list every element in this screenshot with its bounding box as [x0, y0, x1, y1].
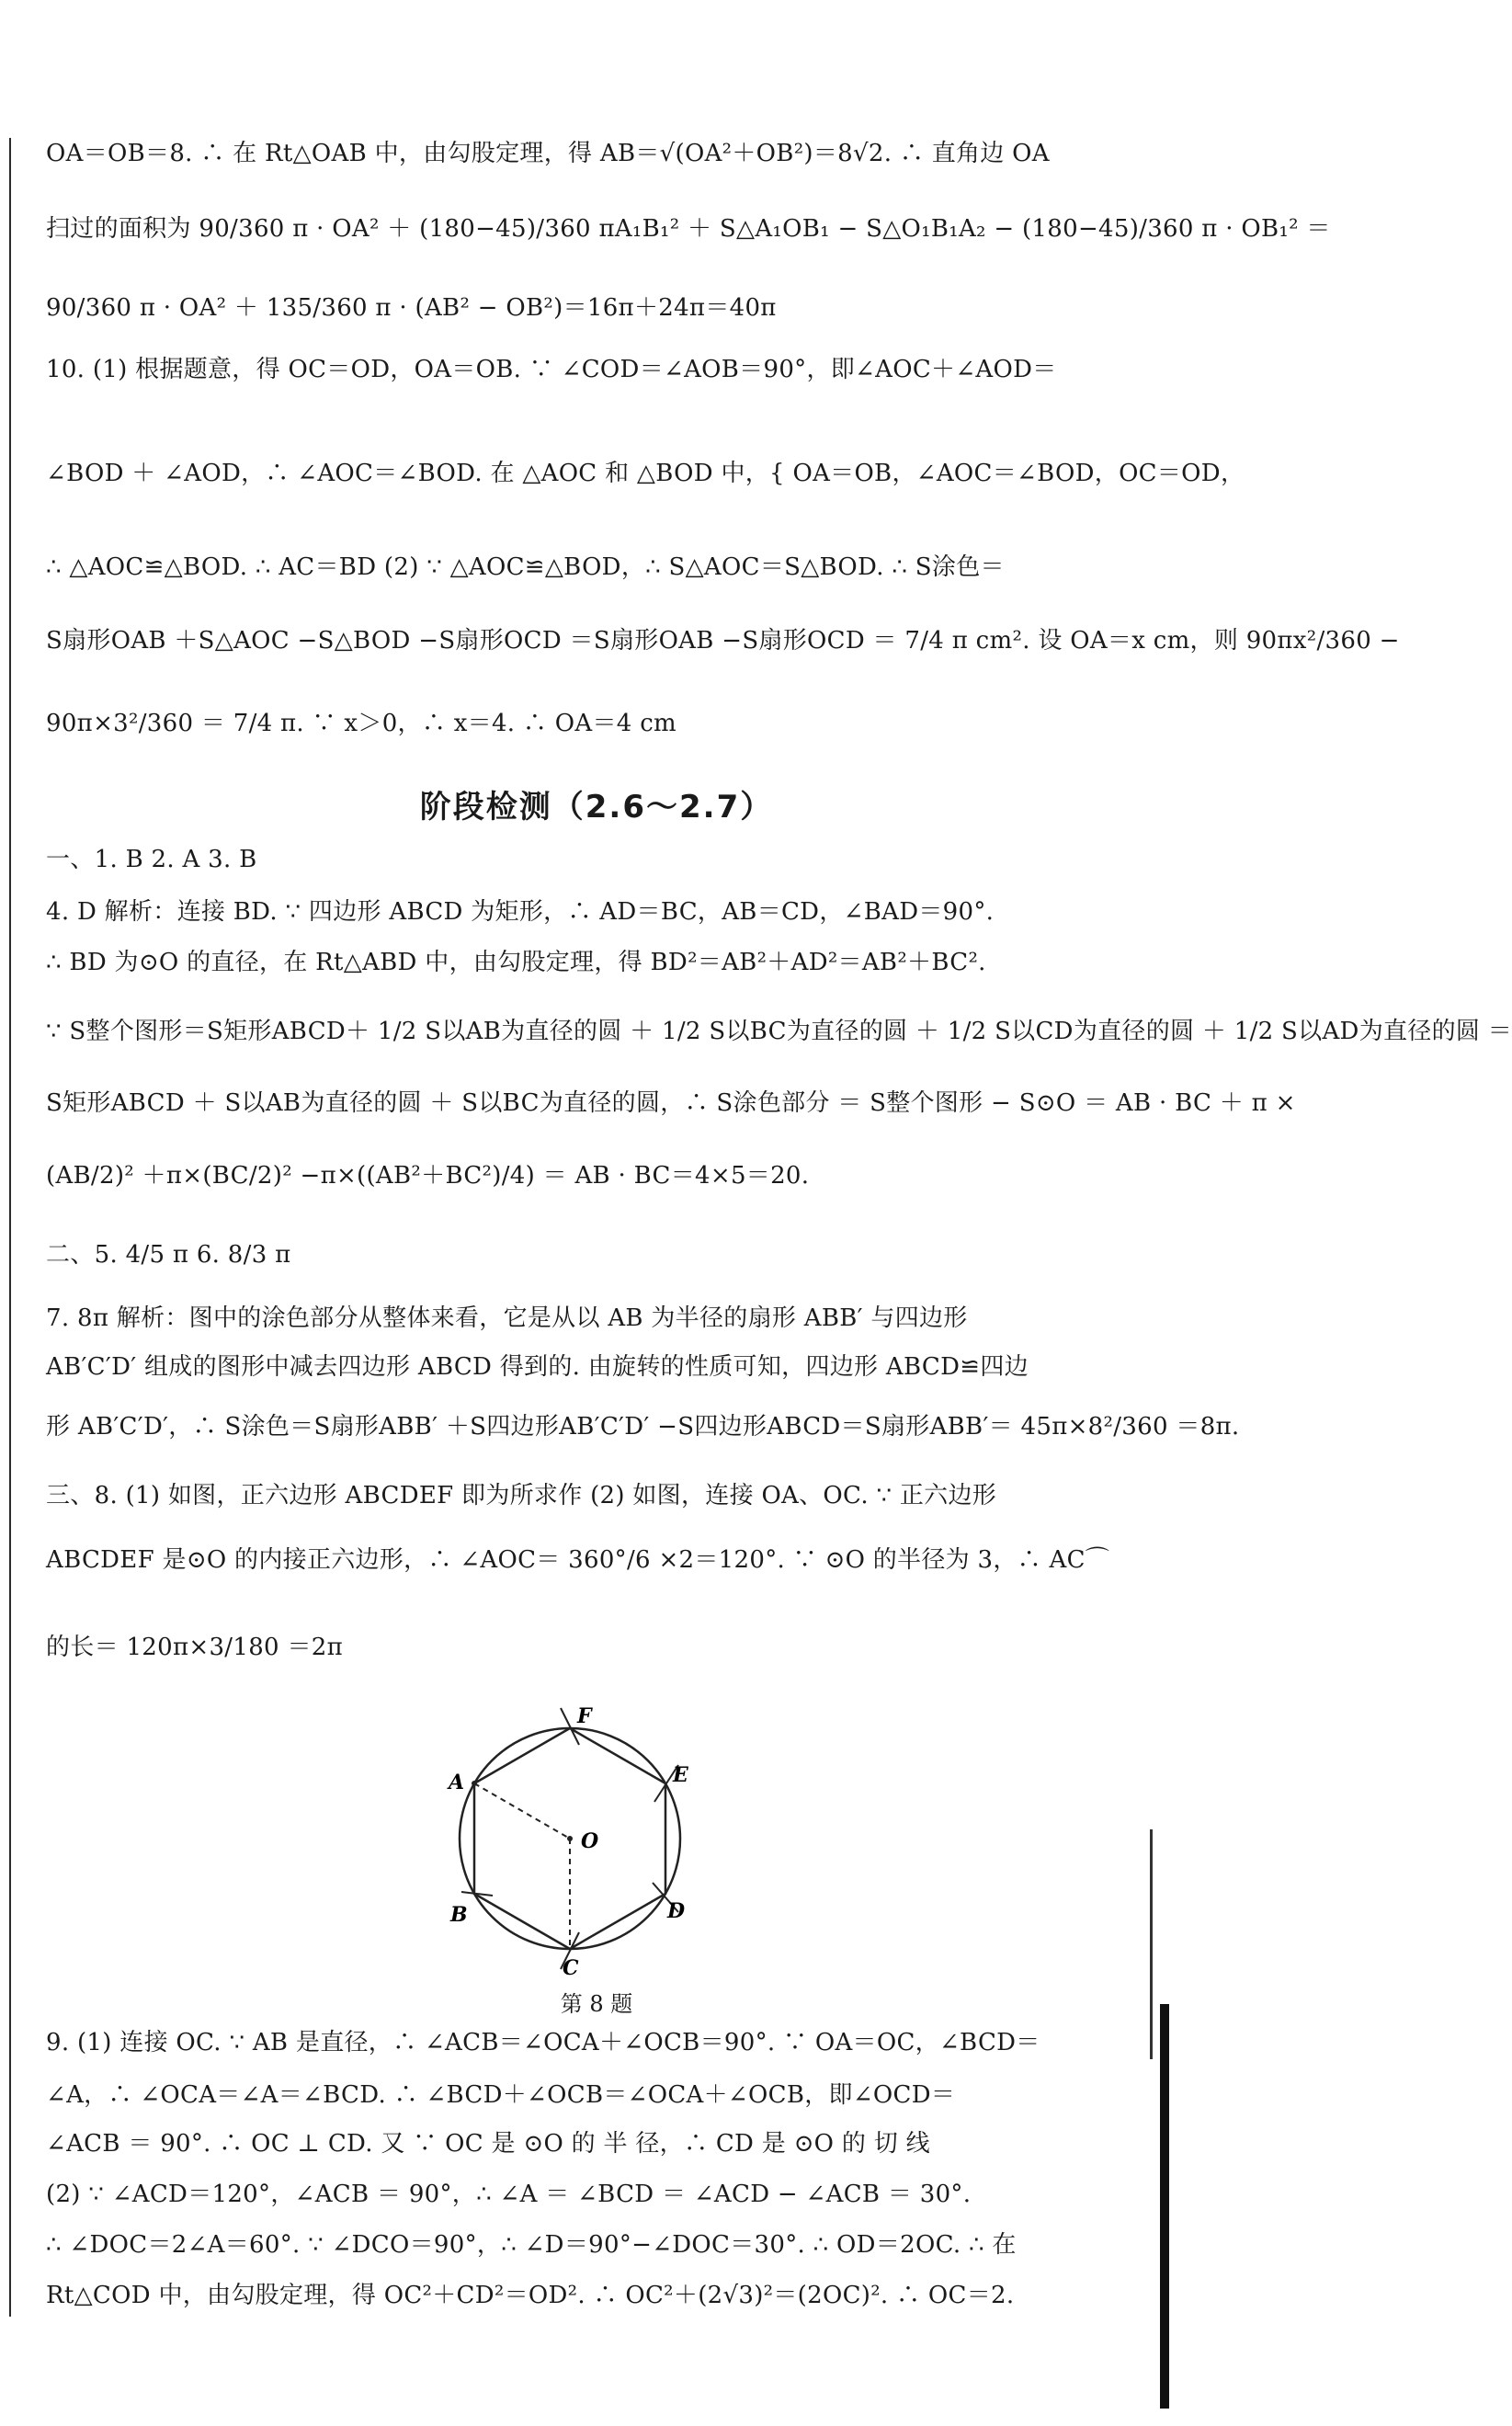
text-line: 4. D 解析：连接 BD. ∵ 四边形 ABCD 为矩形，∴ AD＝BC，AB＝CD，∠BAD＝90°.	[46, 898, 995, 926]
segment-oa	[474, 1783, 570, 1839]
label-b: B	[450, 1903, 468, 1927]
text-line: ∴ ∠DOC＝2∠A＝60°. ∵ ∠DCO＝90°，∴ ∠D＝90°−∠DOC＝30°. ∴ OD＝2OC. ∴ 在	[46, 2231, 1017, 2259]
text-line: S矩形ABCD ＋ S以AB为直径的圆 ＋ S以BC为直径的圆，∴ S涂色部分 ＝ S整个图形 − S⊙O ＝ AB · BC ＋ π ×	[46, 1089, 1296, 1117]
text-line: 10. (1) 根据题意，得 OC＝OD，OA＝OB. ∵ ∠COD＝∠AOB＝90°，即∠AOC＋∠AOD＝	[46, 356, 1057, 383]
section-title: 阶段检测（2.6～2.7）	[419, 789, 774, 826]
arc-mark-f	[561, 1708, 579, 1745]
text-line: ∴ BD 为⊙O 的直径，在 Rt△ABD 中，由勾股定理，得 BD²＝AB²＋AD²＝AB²＋BC².	[46, 949, 986, 976]
text-line: 二、5. 4/5 π 6. 8/3 π	[46, 1241, 291, 1269]
vertex-a-dot	[472, 1781, 477, 1786]
text-line: (2) ∵ ∠ACD＝120°，∠ACB ＝ 90°，∴ ∠A ＝ ∠BCD ＝ ∠ACD − ∠ACB ＝ 30°.	[46, 2181, 972, 2208]
text-line: AB′C′D′ 组成的图形中减去四边形 ABCD 得到的. 由旋转的性质可知，四边形 ABCD≌四边	[46, 1353, 1029, 1381]
text-line: 90/360 π · OA² ＋ 135/360 π · (AB² − OB²)＝16π＋24π＝40π	[46, 294, 777, 322]
label-a: A	[449, 1771, 465, 1794]
text-line: ∠BOD ＋ ∠AOD，∴ ∠AOC＝∠BOD. 在 △AOC 和 △BOD 中，{ OA＝OB，∠AOC＝∠BOD，OC＝OD，	[46, 460, 1245, 487]
label-d: D	[667, 1899, 686, 1923]
label-o: O	[581, 1829, 599, 1853]
text-line: OA＝OB＝8. ∴ 在 Rt△OAB 中，由勾股定理，得 AB＝√(OA²＋OB²)＝8√2. ∴ 直角边 OA	[46, 140, 1050, 167]
text-line: ∠A，∴ ∠OCA＝∠A＝∠BCD. ∴ ∠BCD＋∠OCB＝∠OCA＋∠OCB，即∠OCD＝	[46, 2081, 956, 2109]
text-line: 7. 8π 解析：图中的涂色部分从整体来看，它是从以 AB 为半径的扇形 ABB′ 与四边形	[46, 1304, 968, 1332]
text-line: ABCDEF 是⊙O 的内接正六边形，∴ ∠AOC＝ 360°/6 ×2＝120°. ∵ ⊙O 的半径为 3，∴ AC⌒	[46, 1546, 1110, 1574]
text-line: 的长＝ 120π×3/180 ＝2π	[46, 1634, 343, 1661]
text-line: 三、8. (1) 如图，正六边形 ABCDEF 即为所求作 (2) 如图，连接 OA、OC. ∵ 正六边形	[46, 1482, 997, 1509]
hexagon-figure	[432, 1701, 708, 1980]
text-line: ∠ACB ＝ 90°. ∴ OC ⊥ CD. 又 ∵ OC 是 ⊙O 的 半 径，∴ CD 是 ⊙O 的 切 线	[46, 2130, 930, 2158]
figure-caption: 第 8 题	[560, 1991, 633, 2017]
text-line: 90π×3²/360 ＝ 7/4 π. ∵ x＞0，∴ x＝4. ∴ OA＝4 cm	[46, 710, 677, 737]
text-line: 形 AB′C′D′，∴ S涂色＝S扇形ABB′ ＋S四边形AB′C′D′ −S四边形ABCD＝S扇形ABB′＝ 45π×8²/360 ＝8π.	[46, 1413, 1240, 1441]
label-f: F	[577, 1704, 592, 1728]
center-dot	[567, 1836, 573, 1841]
text-line: 一、1. B 2. A 3. B	[46, 846, 257, 873]
text-line: 扫过的面积为 90/360 π · OA² ＋ (180−45)/360 πA₁B₁² ＋ S△A₁OB₁ − S△O₁B₁A₂ − (180−45)/360 π · OB₁² ＝	[46, 215, 1331, 243]
label-c: C	[563, 1956, 579, 1980]
binding-edge	[1160, 2004, 1169, 2409]
text-line: ∴ △AOC≌△BOD. ∴ AC＝BD (2) ∵ △AOC≌△BOD，∴ S△AOC＝S△BOD. ∴ S涂色＝	[46, 553, 1005, 581]
binding-mark	[1150, 1829, 1153, 2059]
text-line: (AB/2)² ＋π×(BC/2)² −π×((AB²＋BC²)/4) ＝ AB · BC＝4×5＝20.	[46, 1162, 810, 1190]
text-line: Rt△COD 中，由勾股定理，得 OC²＋CD²＝OD². ∴ OC²＋(2√3)²＝(2OC)². ∴ OC＝2.	[46, 2282, 1015, 2309]
label-e: E	[673, 1763, 688, 1787]
text-line: 9. (1) 连接 OC. ∵ AB 是直径，∴ ∠ACB＝∠OCA＋∠OCB＝90°. ∵ OA＝OC，∠BCD＝	[46, 2029, 1040, 2056]
text-line: ∵ S整个图形＝S矩形ABCD＋ 1/2 S以AB为直径的圆 ＋ 1/2 S以BC为直径的圆 ＋ 1/2 S以CD为直径的圆 ＋ 1/2 S以AD为直径的圆 ＝	[46, 1018, 1512, 1045]
text-line: S扇形OAB ＋S△AOC −S△BOD −S扇形OCD ＝S扇形OAB −S扇形OCD ＝ 7/4 π cm². 设 OA＝x cm，则 90πx²/360 −	[46, 627, 1400, 655]
